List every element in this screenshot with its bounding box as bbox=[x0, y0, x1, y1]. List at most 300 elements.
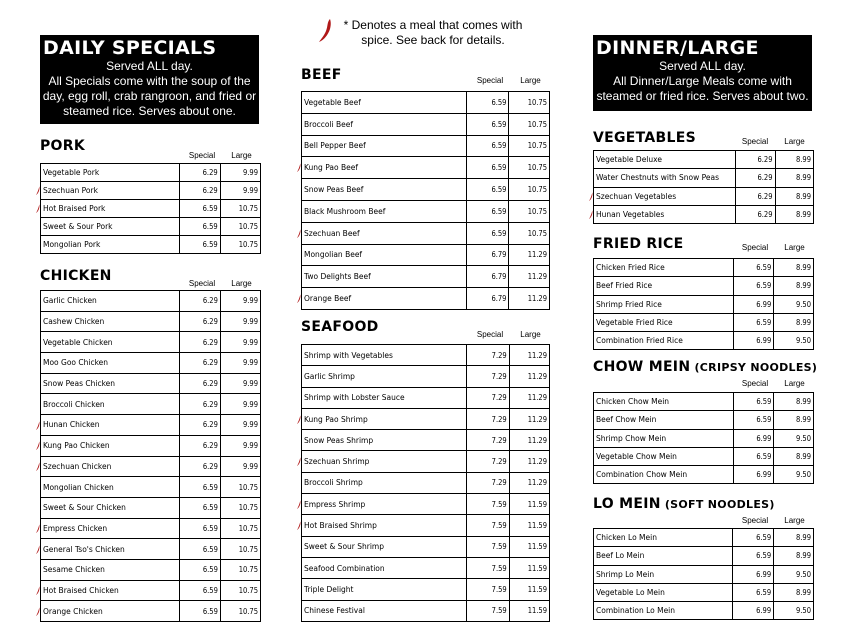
menu-table-friedrice bbox=[593, 258, 814, 350]
special-price: 6.59 bbox=[466, 179, 509, 201]
menu-row bbox=[594, 313, 814, 331]
special-price: 7.29 bbox=[467, 408, 510, 429]
section-title-friedrice bbox=[593, 236, 683, 252]
menu-row bbox=[594, 565, 814, 583]
section-title-text: SEAFOOD bbox=[301, 319, 379, 335]
menu-row bbox=[302, 600, 550, 621]
special-price: 7.29 bbox=[467, 366, 510, 387]
special-price: 6.59 bbox=[466, 222, 509, 244]
column-header-large: Large bbox=[231, 279, 252, 288]
item-name: Vegetable Fried Rice bbox=[594, 313, 734, 331]
item-name: Chicken Fried Rice bbox=[594, 259, 734, 277]
special-price: 7.59 bbox=[467, 536, 510, 557]
large-price: 11.59 bbox=[509, 579, 549, 600]
menu-table-vegetables bbox=[593, 150, 814, 224]
daily-specials-title: DAILY SPECIALS bbox=[43, 37, 217, 59]
column-header-special: Special bbox=[188, 279, 216, 288]
large-price: 11.29 bbox=[509, 345, 549, 366]
column-header-large: Large bbox=[231, 151, 252, 160]
large-price: 10.75 bbox=[220, 200, 260, 218]
menu-row bbox=[41, 332, 261, 353]
section-title-chicken bbox=[40, 268, 112, 284]
large-price: 10.75 bbox=[509, 200, 550, 222]
item-name: Chicken Chow Mein bbox=[594, 393, 734, 411]
item-name: Sweet & Sour Shrimp bbox=[302, 536, 467, 557]
special-price: 6.59 bbox=[180, 580, 221, 601]
item-name: Sesame Chicken bbox=[41, 559, 180, 580]
column-header-special: Special bbox=[741, 137, 769, 146]
special-price: 6.59 bbox=[179, 218, 220, 236]
menu-row bbox=[594, 259, 814, 277]
large-price: 8.99 bbox=[774, 529, 814, 547]
menu-row bbox=[594, 602, 814, 620]
column-header-large: Large bbox=[520, 330, 541, 339]
item-name: Beef Lo Mein bbox=[594, 547, 733, 565]
item-name: Vegetable Chicken bbox=[41, 332, 180, 353]
large-price: 8.99 bbox=[774, 583, 814, 601]
large-price: 11.29 bbox=[509, 244, 550, 266]
menu-row bbox=[41, 601, 261, 622]
large-price: 10.75 bbox=[220, 559, 260, 580]
item-name: Mongolian Chicken bbox=[41, 477, 180, 498]
item-name: Combination Lo Mein bbox=[594, 602, 733, 620]
special-price: 6.29 bbox=[180, 415, 221, 436]
section-title-text: CHICKEN bbox=[40, 268, 112, 284]
large-price: 11.29 bbox=[509, 387, 549, 408]
item-name: Snow Peas Chicken bbox=[41, 373, 180, 394]
menu-row bbox=[302, 288, 550, 310]
item-name: Shrimp with Lobster Sauce bbox=[302, 387, 467, 408]
menu-row bbox=[594, 393, 814, 411]
special-price: 6.59 bbox=[180, 497, 221, 518]
large-price: 10.75 bbox=[509, 157, 550, 179]
special-price: 6.79 bbox=[466, 266, 509, 288]
column-header-special: Special bbox=[476, 330, 504, 339]
menu-row bbox=[594, 332, 814, 350]
large-price: 8.99 bbox=[774, 259, 814, 277]
special-price: 7.59 bbox=[467, 600, 510, 621]
special-price: 6.59 bbox=[733, 277, 774, 295]
item-name: Empress Chicken bbox=[41, 518, 180, 539]
large-price: 8.99 bbox=[775, 169, 813, 187]
menu-row bbox=[41, 353, 261, 374]
menu-row bbox=[302, 222, 550, 244]
large-price: 11.59 bbox=[509, 600, 549, 621]
large-price: 10.75 bbox=[220, 477, 260, 498]
menu-row bbox=[594, 151, 814, 169]
special-price: 6.29 bbox=[180, 332, 221, 353]
item-name: Shrimp Chow Mein bbox=[594, 429, 734, 447]
dinner-large-line-2: All Dinner/Large Meals come with bbox=[613, 74, 792, 88]
menu-row bbox=[594, 187, 814, 205]
menu-row bbox=[302, 408, 550, 429]
special-price: 6.59 bbox=[179, 236, 220, 254]
large-price: 10.75 bbox=[509, 222, 550, 244]
special-price: 6.29 bbox=[736, 169, 775, 187]
column-header-special: Special bbox=[741, 243, 769, 252]
large-price: 10.75 bbox=[509, 179, 550, 201]
column-header-special: Special bbox=[188, 151, 216, 160]
menu-row bbox=[302, 536, 550, 557]
menu-row bbox=[594, 466, 814, 484]
large-price: 9.99 bbox=[220, 291, 260, 312]
special-price: 6.29 bbox=[179, 164, 220, 182]
item-name: Bell Pepper Beef bbox=[302, 135, 467, 157]
item-name: Szechuan Pork bbox=[41, 182, 180, 200]
menu-table-beef bbox=[301, 91, 550, 310]
item-name: Water Chestnuts with Snow Peas bbox=[594, 169, 736, 187]
section-subtitle: (SOFT NOODLES) bbox=[660, 498, 775, 511]
special-price: 6.29 bbox=[736, 151, 775, 169]
large-price: 9.99 bbox=[220, 435, 260, 456]
menu-row bbox=[302, 451, 550, 472]
special-price: 6.59 bbox=[180, 559, 221, 580]
menu-row bbox=[41, 559, 261, 580]
item-name: Orange Chicken bbox=[41, 601, 180, 622]
item-name: Chicken Lo Mein bbox=[594, 529, 733, 547]
column-header-large: Large bbox=[784, 516, 805, 525]
special-price: 6.29 bbox=[736, 205, 775, 223]
large-price: 8.99 bbox=[775, 151, 813, 169]
special-price: 6.59 bbox=[180, 601, 221, 622]
item-name: Kung Pao Chicken bbox=[41, 435, 180, 456]
large-price: 10.75 bbox=[220, 236, 260, 254]
menu-row bbox=[302, 244, 550, 266]
column-header-special: Special bbox=[741, 379, 769, 388]
special-price: 6.59 bbox=[733, 259, 774, 277]
large-price: 9.99 bbox=[220, 164, 260, 182]
special-price: 6.29 bbox=[179, 182, 220, 200]
special-price: 6.29 bbox=[180, 353, 221, 374]
section-title-chowmein bbox=[593, 359, 817, 375]
column-header-large: Large bbox=[784, 379, 805, 388]
column-header-special: Special bbox=[741, 516, 769, 525]
menu-row bbox=[594, 205, 814, 223]
large-price: 9.99 bbox=[220, 373, 260, 394]
special-price: 6.59 bbox=[733, 583, 774, 601]
item-name: Broccoli Shrimp bbox=[302, 472, 467, 493]
large-price: 9.99 bbox=[220, 394, 260, 415]
large-price: 9.99 bbox=[220, 311, 260, 332]
menu-row bbox=[41, 477, 261, 498]
menu-row bbox=[41, 200, 261, 218]
daily-specials-line-4: steamed rice. Serves about one. bbox=[63, 104, 236, 118]
large-price: 8.99 bbox=[774, 411, 814, 429]
large-price: 9.99 bbox=[220, 456, 260, 477]
menu-row bbox=[302, 345, 550, 366]
dinner-large-line-1: Served ALL day. bbox=[659, 59, 746, 73]
item-name: Snow Peas Shrimp bbox=[302, 430, 467, 451]
large-price: 10.75 bbox=[220, 539, 260, 560]
special-price: 6.59 bbox=[466, 157, 509, 179]
menu-row bbox=[302, 472, 550, 493]
item-name: Hot Braised Shrimp bbox=[302, 515, 467, 536]
menu-row bbox=[41, 291, 261, 312]
large-price: 11.59 bbox=[509, 557, 549, 578]
large-price: 8.99 bbox=[775, 205, 813, 223]
item-name: Orange Beef bbox=[302, 288, 467, 310]
large-price: 9.99 bbox=[220, 415, 260, 436]
dinner-large-title: DINNER/LARGE bbox=[596, 37, 759, 59]
item-name: Vegetable Deluxe bbox=[594, 151, 736, 169]
menu-row bbox=[302, 515, 550, 536]
item-name: Mongolian Pork bbox=[41, 236, 180, 254]
menu-row bbox=[594, 295, 814, 313]
special-price: 7.59 bbox=[467, 494, 510, 515]
menu-table-chowmein bbox=[593, 392, 814, 484]
large-price: 11.29 bbox=[509, 408, 549, 429]
section-title-text: BEEF bbox=[301, 67, 342, 83]
large-price: 9.50 bbox=[774, 295, 814, 313]
item-name: Sweet & Sour Pork bbox=[41, 218, 180, 236]
menu-row bbox=[302, 557, 550, 578]
menu-table-pork bbox=[40, 163, 261, 254]
spice-legend bbox=[338, 18, 528, 48]
large-price: 8.99 bbox=[774, 447, 814, 465]
large-price: 11.29 bbox=[509, 266, 550, 288]
menu-row bbox=[41, 435, 261, 456]
legend-line-1: * Denotes a meal that comes with bbox=[343, 18, 523, 32]
item-name: Empress Shrimp bbox=[302, 494, 467, 515]
special-price: 7.29 bbox=[467, 387, 510, 408]
special-price: 6.29 bbox=[180, 394, 221, 415]
special-price: 7.29 bbox=[467, 472, 510, 493]
daily-specials-line-2: All Specials come with the soup of the bbox=[48, 74, 251, 88]
menu-row bbox=[302, 366, 550, 387]
section-title-text: VEGETABLES bbox=[593, 130, 696, 146]
section-title-seafood bbox=[301, 319, 379, 335]
menu-row bbox=[302, 179, 550, 201]
item-name: Vegetable Beef bbox=[302, 92, 467, 114]
menu-row bbox=[302, 387, 550, 408]
special-price: 6.59 bbox=[466, 113, 509, 135]
item-name: Broccoli Beef bbox=[302, 113, 467, 135]
menu-row bbox=[302, 200, 550, 222]
legend-line-2: spice. See back for details. bbox=[361, 33, 505, 47]
menu-table-lomein bbox=[593, 528, 814, 620]
special-price: 6.59 bbox=[180, 518, 221, 539]
menu-row bbox=[302, 266, 550, 288]
large-price: 9.99 bbox=[220, 332, 260, 353]
section-title-beef bbox=[301, 67, 342, 83]
menu-row bbox=[594, 447, 814, 465]
menu-row bbox=[594, 547, 814, 565]
item-name: Garlic Shrimp bbox=[302, 366, 467, 387]
section-title-text: FRIED RICE bbox=[593, 236, 684, 252]
item-name: Hot Braised Chicken bbox=[41, 580, 180, 601]
large-price: 10.75 bbox=[220, 518, 260, 539]
item-name: Combination Chow Mein bbox=[594, 466, 734, 484]
section-title-text: PORK bbox=[40, 138, 85, 154]
item-name: Beef Fried Rice bbox=[594, 277, 734, 295]
large-price: 11.29 bbox=[509, 430, 549, 451]
large-price: 11.29 bbox=[509, 472, 549, 493]
special-price: 6.59 bbox=[180, 477, 221, 498]
special-price: 6.29 bbox=[736, 187, 775, 205]
menu-row bbox=[302, 494, 550, 515]
large-price: 9.99 bbox=[220, 353, 260, 374]
large-price: 10.75 bbox=[509, 92, 550, 114]
menu-row bbox=[41, 415, 261, 436]
column-header-large: Large bbox=[784, 243, 805, 252]
item-name: Vegetable Pork bbox=[41, 164, 180, 182]
item-name: Garlic Chicken bbox=[41, 291, 180, 312]
large-price: 8.99 bbox=[774, 393, 814, 411]
menu-table-seafood bbox=[301, 344, 550, 622]
menu-row bbox=[302, 92, 550, 114]
section-subtitle: (CRIPSY NOODLES) bbox=[690, 361, 818, 374]
item-name: Sweet & Sour Chicken bbox=[41, 497, 180, 518]
special-price: 6.59 bbox=[466, 200, 509, 222]
large-price: 11.29 bbox=[509, 366, 549, 387]
item-name: Triple Delight bbox=[302, 579, 467, 600]
menu-row bbox=[594, 277, 814, 295]
column-header-large: Large bbox=[784, 137, 805, 146]
menu-row bbox=[594, 169, 814, 187]
large-price: 9.50 bbox=[774, 466, 814, 484]
special-price: 6.59 bbox=[733, 313, 774, 331]
item-name: Moo Goo Chicken bbox=[41, 353, 180, 374]
special-price: 7.29 bbox=[467, 345, 510, 366]
special-price: 6.59 bbox=[466, 92, 509, 114]
item-name: Two Delights Beef bbox=[302, 266, 467, 288]
special-price: 6.99 bbox=[733, 466, 773, 484]
item-name: Combination Fried Rice bbox=[594, 332, 734, 350]
menu-row bbox=[41, 394, 261, 415]
special-price: 6.59 bbox=[179, 200, 220, 218]
item-name: Kung Pao Shrimp bbox=[302, 408, 467, 429]
large-price: 9.99 bbox=[220, 182, 260, 200]
menu-row bbox=[41, 373, 261, 394]
special-price: 7.29 bbox=[467, 430, 510, 451]
menu-row bbox=[302, 113, 550, 135]
item-name: Black Mushroom Beef bbox=[302, 200, 467, 222]
menu-row bbox=[302, 135, 550, 157]
special-price: 7.29 bbox=[467, 451, 510, 472]
menu-row bbox=[41, 497, 261, 518]
menu-table-chicken bbox=[40, 290, 261, 622]
special-price: 6.59 bbox=[733, 547, 774, 565]
section-title-lomein bbox=[593, 496, 775, 512]
section-title-vegetables bbox=[593, 130, 696, 146]
item-name: Shrimp Lo Mein bbox=[594, 565, 733, 583]
special-price: 6.79 bbox=[466, 244, 509, 266]
daily-specials-box bbox=[40, 35, 259, 124]
special-price: 6.99 bbox=[733, 565, 774, 583]
section-title-pork bbox=[40, 138, 85, 154]
special-price: 6.29 bbox=[180, 373, 221, 394]
column-header-large: Large bbox=[520, 76, 541, 85]
column-header-special: Special bbox=[476, 76, 504, 85]
special-price: 6.59 bbox=[466, 135, 509, 157]
item-name: Mongolian Beef bbox=[302, 244, 467, 266]
menu-row bbox=[41, 539, 261, 560]
menu-row bbox=[302, 157, 550, 179]
dinner-large-line-3: steamed or fried rice. Serves about two. bbox=[596, 89, 809, 103]
large-price: 11.29 bbox=[509, 288, 550, 310]
large-price: 10.75 bbox=[509, 113, 550, 135]
item-name: Kung Pao Beef bbox=[302, 157, 467, 179]
item-name: Snow Peas Beef bbox=[302, 179, 467, 201]
item-name: Seafood Combination bbox=[302, 557, 467, 578]
item-name: Hunan Vegetables bbox=[594, 205, 736, 223]
large-price: 8.99 bbox=[774, 547, 814, 565]
item-name: Szechuan Chicken bbox=[41, 456, 180, 477]
menu-row bbox=[41, 456, 261, 477]
special-price: 6.79 bbox=[466, 288, 509, 310]
item-name: Szechuan Shrimp bbox=[302, 451, 467, 472]
large-price: 8.99 bbox=[774, 277, 814, 295]
large-price: 11.59 bbox=[509, 515, 549, 536]
item-name: Broccoli Chicken bbox=[41, 394, 180, 415]
menu-row bbox=[302, 430, 550, 451]
section-title-text: LO MEIN bbox=[593, 496, 661, 512]
dinner-large-box bbox=[593, 35, 812, 111]
menu-row bbox=[594, 429, 814, 447]
item-name: General Tso's Chicken bbox=[41, 539, 180, 560]
large-price: 11.59 bbox=[509, 536, 549, 557]
menu-row bbox=[41, 164, 261, 182]
special-price: 7.59 bbox=[467, 579, 510, 600]
menu-row bbox=[594, 411, 814, 429]
special-price: 7.59 bbox=[467, 557, 510, 578]
item-name: Chinese Festival bbox=[302, 600, 467, 621]
daily-specials-line-1: Served ALL day. bbox=[106, 59, 193, 73]
section-title-text: CHOW MEIN bbox=[593, 359, 691, 375]
large-price: 10.75 bbox=[220, 218, 260, 236]
menu-row bbox=[594, 583, 814, 601]
special-price: 6.29 bbox=[180, 311, 221, 332]
special-price: 6.59 bbox=[733, 411, 773, 429]
menu-row bbox=[41, 518, 261, 539]
item-name: Hot Braised Pork bbox=[41, 200, 180, 218]
menu-row bbox=[41, 218, 261, 236]
large-price: 10.75 bbox=[220, 601, 260, 622]
special-price: 6.59 bbox=[180, 539, 221, 560]
item-name: Vegetable Lo Mein bbox=[594, 583, 733, 601]
item-name: Vegetable Chow Mein bbox=[594, 447, 734, 465]
special-price: 6.99 bbox=[733, 602, 774, 620]
large-price: 11.29 bbox=[509, 451, 549, 472]
menu-row bbox=[41, 580, 261, 601]
menu-row bbox=[41, 311, 261, 332]
special-price: 7.59 bbox=[467, 515, 510, 536]
special-price: 6.99 bbox=[733, 429, 773, 447]
special-price: 6.29 bbox=[180, 291, 221, 312]
large-price: 10.75 bbox=[220, 497, 260, 518]
large-price: 9.50 bbox=[774, 602, 814, 620]
item-name: Szechuan Beef bbox=[302, 222, 467, 244]
large-price: 8.99 bbox=[775, 187, 813, 205]
large-price: 9.50 bbox=[774, 429, 814, 447]
large-price: 11.59 bbox=[509, 494, 549, 515]
special-price: 6.99 bbox=[733, 332, 774, 350]
special-price: 6.99 bbox=[733, 295, 774, 313]
special-price: 6.59 bbox=[733, 393, 773, 411]
special-price: 6.29 bbox=[180, 456, 221, 477]
menu-row bbox=[41, 236, 261, 254]
special-price: 6.59 bbox=[733, 447, 773, 465]
large-price: 8.99 bbox=[774, 313, 814, 331]
chili-pepper-icon bbox=[318, 18, 334, 44]
large-price: 9.50 bbox=[774, 565, 814, 583]
large-price: 10.75 bbox=[509, 135, 550, 157]
daily-specials-line-3: day, egg roll, crab rangroon, and fried or bbox=[42, 89, 257, 103]
item-name: Shrimp with Vegetables bbox=[302, 345, 467, 366]
item-name: Szechuan Vegetables bbox=[594, 187, 736, 205]
menu-row bbox=[594, 529, 814, 547]
special-price: 6.59 bbox=[733, 529, 774, 547]
